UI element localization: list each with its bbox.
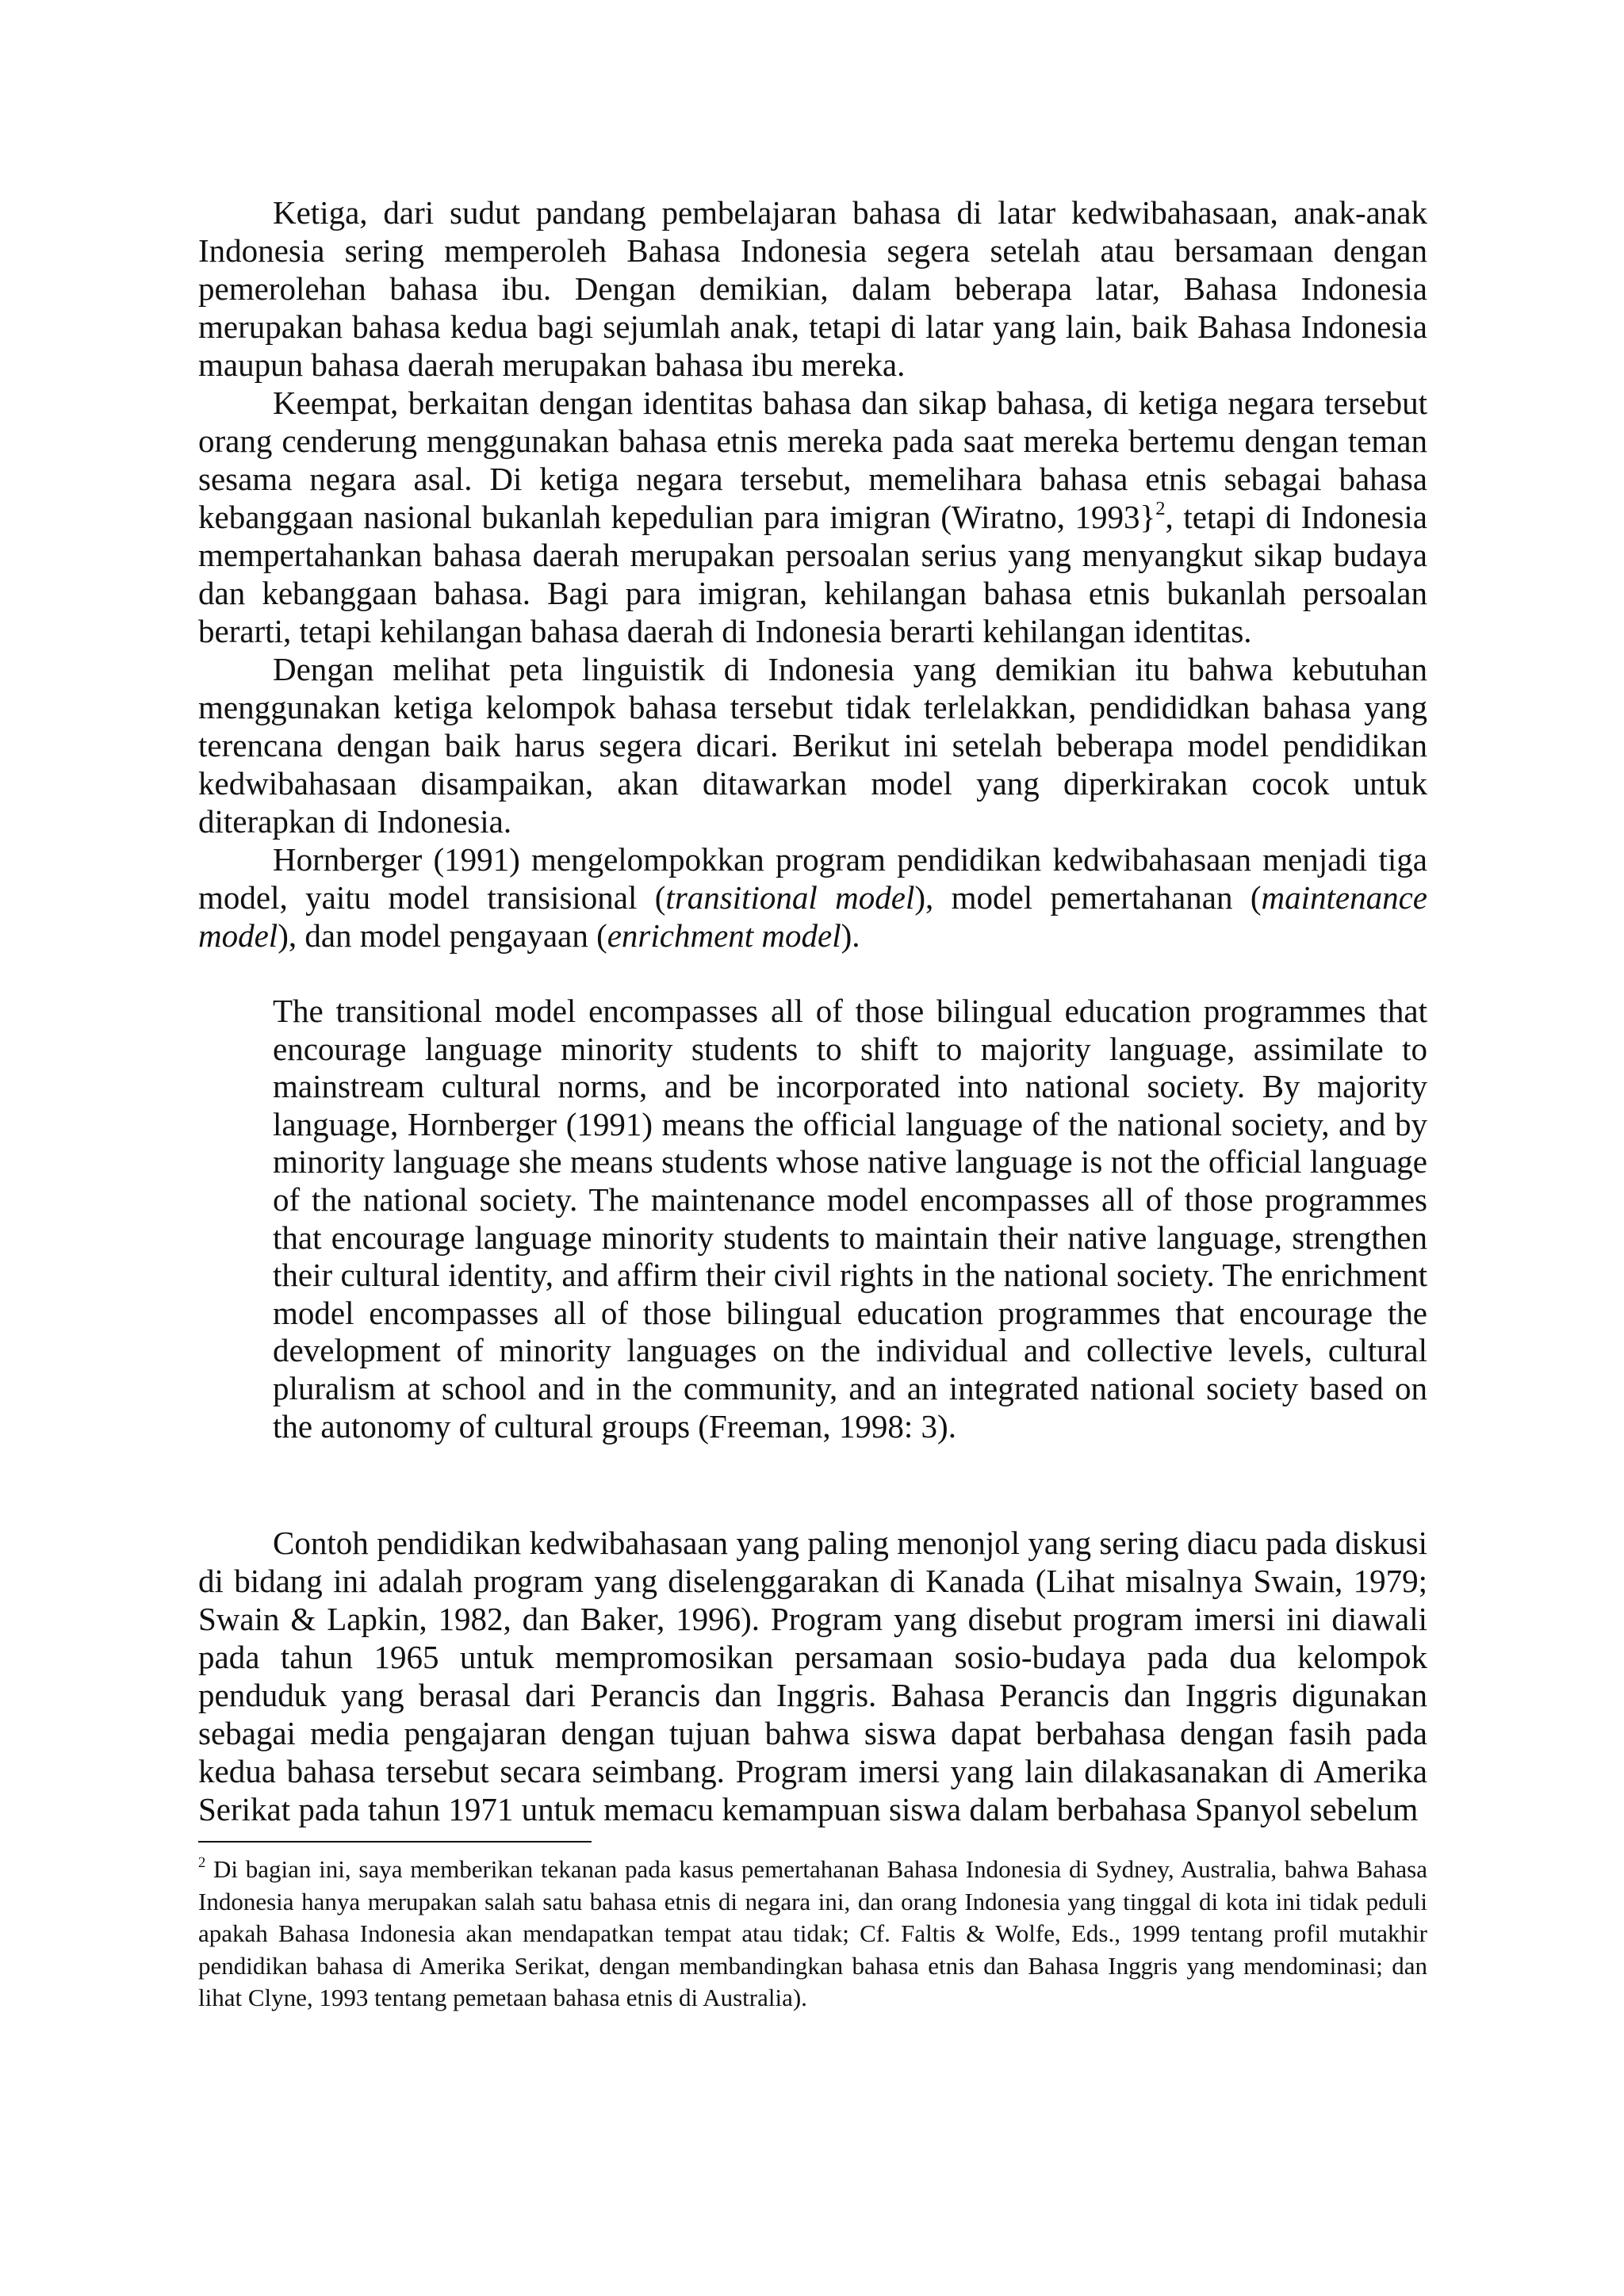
paragraph-contoh (198, 1524, 1427, 1828)
paragraph-ketiga-text: Ketiga, dari sudut pandang pembelajaran bahasa di latar kedwibahasaan, anak-anak Indonesia sering memperoleh Bahasa Indonesia segera setelah atau bersamaan dengan pemerolehan bahasa ibu. Dengan demikian, dalam beberapa latar, Bahasa Indonesia merupakan bahasa kedua bagi sejumlah anak, tetapi di latar yang lain, baik Bahasa Indonesia maupun bahasa daerah merupakan bahasa ibu mereka. (198, 194, 1427, 383)
term-maintenance-model: maintenance model (198, 879, 1427, 954)
paragraph-keempat-text-b: , tetapi di Indonesia mempertahankan bahasa daerah merupakan persoalan serius yang menyangkut sikap budaya dan kebanggaan bahasa. Bagi para imigran, kehilangan bahasa etnis bukanlah persoalan berarti, tetapi kehilangan bahasa daerah di Indonesia berarti kehilangan identitas. (198, 499, 1427, 649)
paragraph-contoh-text: Contoh pendidikan kedwibahasaan yang paling menonjol yang sering diacu pada diskusi di bidang ini adalah program yang diselenggarakan di Kanada (Lihat misalnya Swain, 1979; Swain & Lapkin, 1982, dan Baker, 1996). Program yang disebut program imersi ini diawali pada tahun 1965 untuk mempromosikan persamaan sosio-budaya pada dua kelompok penduduk yang berasal dari Perancis dan Inggris. Bahasa Perancis dan Inggris digunakan sebagai media pengajaran dengan tujuan bahwa siswa dapat berbahasa dengan fasih pada kedua bahasa tersebut secara seimbang. Program imersi yang lain dilakasanakan di Amerika Serikat pada tahun 1971 untuk memacu kemampuan siswa dalam berbahasa Spanyol sebelum (198, 1525, 1427, 1827)
paragraph-keempat (198, 384, 1427, 650)
footnote-text: Di bagian ini, saya memberikan tekanan pada kasus pemertahanan Bahasa Indonesia di Sydney, Australia, bahwa Bahasa Indonesia hanya merupakan salah satu bahasa etnis di negara ini, dan orang Indonesia yang tinggal di kota ini tidak peduli apakah Bahasa Indonesia akan mendapatkan tempat atau tidak; Cf. Faltis & Wolfe, Eds., 1999 tentang profil mutakhir pendidikan bahasa di Amerika Serikat, dengan membandingkan bahasa etnis dan Bahasa Inggris yang mendominasi; dan lihat Clyne, 1993 tentang pemetaan bahasa etnis di Australia). (198, 1855, 1427, 2012)
term-transitional-model: transitional model (665, 879, 915, 916)
body-text-bottom (198, 1524, 1427, 1828)
paragraph-hornberger-text-d: ). (841, 917, 860, 954)
footnote (198, 1854, 1427, 2015)
footnote-reference[interactable]: 2 (1155, 497, 1166, 519)
block-quote-text: The transitional model encompasses all of those bilingual education programmes that encourage language minority students to shift to majority language, assimilate to mainstream cultural norms, and be incorporated into national society. By majority language, Hornberger (1991) means the official language of the national society, and by minority language she means students whose native language is not the official language of the national society. The maintenance model encompasses all of those programmes that encourage language minority students to maintain their native language, strengthen their cultural identity, and affirm their civil rights in the national society. The enrichment model encompasses all of those bilingual education programmes that encourage the development of minority languages on the individual and collective levels, cultural pluralism at school and in the community, and an integrated national society based on the autonomy of cultural groups (Freeman, 1998: 3). (273, 993, 1427, 1445)
footnote-marker: 2 (198, 1854, 206, 1871)
paragraph-ketiga (198, 193, 1427, 384)
paragraph-dengan-melihat (198, 650, 1427, 840)
paragraph-keempat-text-a: Keempat, berkaitan dengan identitas bahasa dan sikap bahasa, di ketiga negara tersebut orang cenderung menggunakan bahasa etnis mereka pada saat mereka bertemu dengan teman sesama negara asal. Di ketiga negara tersebut, memelihara bahasa etnis sebagai bahasa kebanggaan nasional bukanlah kepedulian para imigran (Wiratno, 1993} (198, 385, 1427, 535)
block-quote (273, 993, 1427, 1445)
paragraph-hornberger-text-b: ), model pemertahanan ( (914, 879, 1262, 916)
paragraph-hornberger-text-a: Hornberger (1991) mengelompokkan program pendidikan kedwibahasaan menjadi tiga model, yaitu model transisional ( (198, 841, 1427, 916)
term-enrichment-model: enrichment model (607, 917, 841, 954)
paragraph-dengan-melihat-text: Dengan melihat peta linguistik di Indonesia yang demikian itu bahwa kebutuhan menggunakan ketiga kelompok bahasa tersebut tidak terlelakkan, pendididkan bahasa yang terencana dengan baik harus segera dicari. Berikut ini setelah beberapa model pendidikan kedwibahasaan disampaikan, akan ditawarkan model yang diperkirakan cocok untuk diterapkan di Indonesia. (198, 651, 1427, 840)
paragraph-hornberger-text-c: ), dan model pengayaan ( (278, 917, 607, 954)
footnote-paragraph (198, 1854, 1427, 2015)
footnote-divider (198, 1841, 592, 1843)
paragraph-hornberger (198, 840, 1427, 955)
body-text-top (198, 193, 1427, 955)
